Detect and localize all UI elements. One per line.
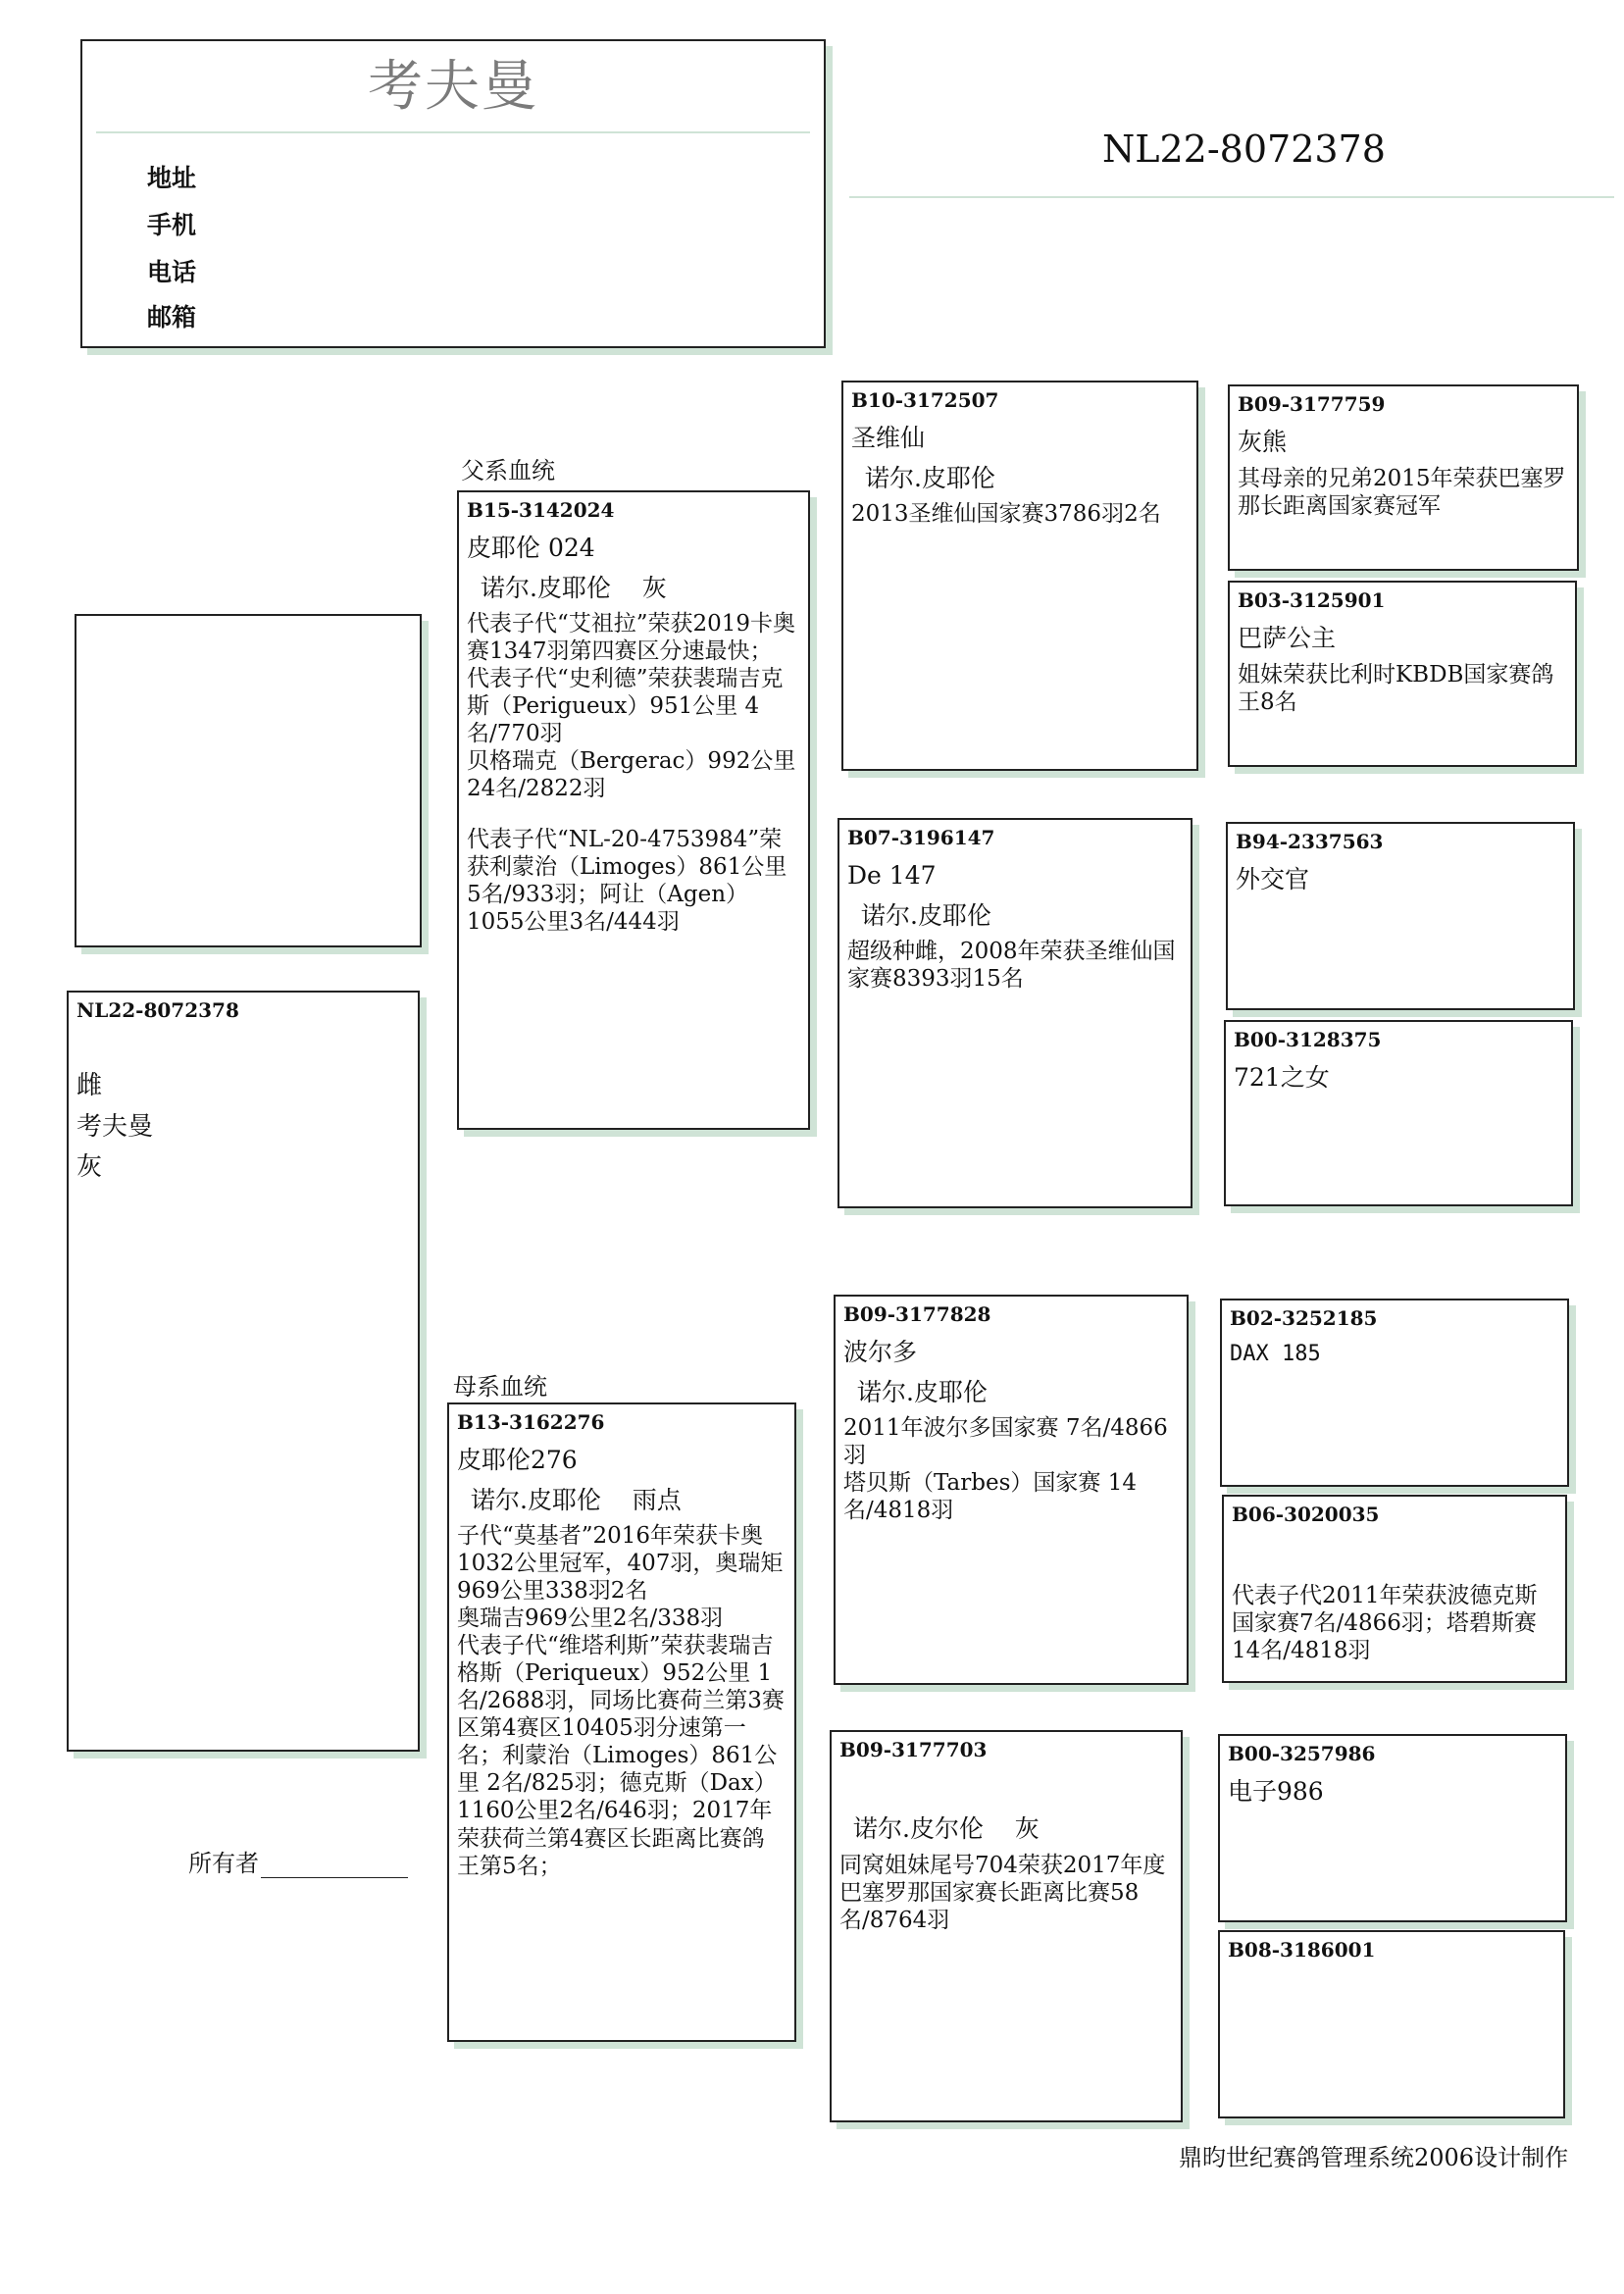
ggp-name: DAX 185 — [1230, 1342, 1321, 1366]
subject-name: 考夫曼 — [76, 1111, 154, 1142]
dam-sire-breeder: 诺尔.皮耶伦 — [857, 1377, 988, 1406]
dam-line-label: 母系血统 — [453, 1373, 547, 1401]
ggp-box-7 — [1218, 1734, 1567, 1922]
sire-note: 代表子代“史利德”荣获裴瑞吉克斯（Perigueux）951公里 4名/770羽 — [467, 666, 784, 747]
ggp-name: 巴萨公主 — [1238, 624, 1337, 652]
ggp-name: 721之女 — [1234, 1063, 1330, 1092]
sire-dam-name: De 147 — [847, 861, 937, 890]
ggp-ring: B94-2337563 — [1236, 830, 1384, 853]
sire-dam-ring: B07-3196147 — [847, 826, 995, 849]
dam-box — [447, 1402, 796, 2042]
owner-label: 所有者 — [188, 1850, 259, 1877]
header-ring-number: NL22-8072378 — [1102, 127, 1386, 171]
dam-notes — [457, 1522, 787, 1880]
dam-sire-note: 2011年波尔多国家赛 7名/4866羽 — [843, 1415, 1168, 1469]
dam-note: 子代“莫基者”2016年荣获卡奥1032公里冠军，407羽，奥瑞矩969公里338羽2名 — [457, 1523, 784, 1605]
ggp-box-2 — [1228, 581, 1577, 767]
sire-sire-box — [841, 381, 1198, 771]
header-divider — [96, 131, 810, 133]
sire-notes — [467, 610, 800, 937]
sire-sire-ring: B10-3172507 — [851, 388, 999, 412]
sire-sire-name: 圣维仙 — [851, 424, 926, 452]
sire-note: 贝格瑞克（Bergerac）992公里 24名/2822羽 — [467, 748, 796, 802]
sire-breeder: 诺尔.皮耶伦 灰 — [481, 573, 667, 602]
ggp-note: 姐妹荣获比利时KBDB国家赛鸽王8名 — [1238, 661, 1554, 715]
dam-note: 奥瑞吉969公里2名/338羽 — [457, 1606, 724, 1632]
ggp-name: 灰熊 — [1238, 428, 1288, 456]
ggp-box-6 — [1222, 1495, 1567, 1683]
ggp-note: 其母亲的兄弟2015年荣获巴塞罗那长距离国家赛冠军 — [1238, 465, 1566, 519]
ggp-box-1 — [1228, 384, 1579, 571]
subject-color: 灰 — [76, 1152, 103, 1183]
ggp-box-3 — [1226, 822, 1575, 1010]
dam-dam-breeder: 诺尔.皮尔伦 灰 — [853, 1814, 1040, 1843]
mobile-label: 手机 — [147, 211, 197, 239]
dam-dam-ring: B09-3177703 — [839, 1738, 988, 1761]
dam-sire-name: 波尔多 — [843, 1338, 918, 1366]
sire-ring: B15-3142024 — [467, 498, 615, 522]
sire-dam-note: 超级种雌，2008年荣获圣维仙国家赛8393羽15名 — [847, 939, 1176, 993]
dam-dam-box — [830, 1730, 1183, 2122]
dam-breeder: 诺尔.皮耶伦 雨点 — [471, 1485, 682, 1514]
phone-label: 电话 — [147, 258, 197, 286]
ggp-name: 电子986 — [1228, 1777, 1324, 1806]
dam-name: 皮耶伦276 — [457, 1446, 578, 1474]
ggp-ring: B08-3186001 — [1228, 1938, 1376, 1962]
ggp-ring: B06-3020035 — [1232, 1503, 1380, 1526]
subject-pigeon-box — [67, 991, 420, 1752]
email-label: 邮箱 — [147, 303, 197, 331]
ggp-box-5 — [1220, 1299, 1569, 1487]
sire-dam-breeder: 诺尔.皮耶伦 — [861, 900, 991, 930]
dam-sire-box — [834, 1295, 1189, 1685]
dam-sire-notes — [843, 1414, 1179, 1524]
owner-title: 考夫曼 — [368, 55, 538, 119]
ggp-ring: B02-3252185 — [1230, 1306, 1378, 1330]
dam-ring: B13-3162276 — [457, 1410, 605, 1434]
software-credit: 鼎昀世纪赛鸽管理系统2006设计制作 — [1179, 2144, 1569, 2171]
ggp-name: 外交官 — [1236, 865, 1310, 893]
sire-note: 代表子代“NL-20-4753984”荣获利蒙治（Limoges）861公里5名/933羽；阿让（Agen）1055公里3名/444羽 — [467, 827, 787, 936]
owner-signature-line — [261, 1852, 408, 1878]
ggp-ring: B03-3125901 — [1238, 588, 1386, 612]
subject-sex: 雌 — [76, 1071, 103, 1100]
ggp-ring: B00-3257986 — [1228, 1742, 1376, 1765]
owner-header-box — [80, 39, 826, 348]
dam-sire-ring: B09-3177828 — [843, 1302, 991, 1326]
dam-dam-note: 同窝姐妹尾号704荣获2017年度巴塞罗那国家赛长距离比赛58名/8764羽 — [839, 1852, 1166, 1933]
sire-name: 皮耶伦 024 — [467, 534, 595, 562]
ggp-ring: B09-3177759 — [1238, 392, 1386, 416]
pigeon-photo-box — [75, 614, 422, 947]
sire-line-label: 父系血统 — [461, 457, 555, 484]
sire-note: 代表子代“艾祖拉”荣获2019卡奥赛1347羽第四赛区分速最快； — [467, 611, 796, 665]
ggp-box-4 — [1224, 1020, 1573, 1206]
ggp-note: 代表子代2011年荣获波德克斯国家赛7名/4866羽；塔碧斯赛14名/4818羽 — [1232, 1583, 1538, 1664]
owner-field — [188, 1844, 408, 1878]
sire-sire-note: 2013圣维仙国家赛3786羽2名 — [851, 501, 1161, 527]
subject-ring: NL22-8072378 — [76, 998, 239, 1022]
sire-box — [457, 490, 810, 1130]
ggp-ring: B00-3128375 — [1234, 1028, 1382, 1051]
sire-sire-breeder: 诺尔.皮耶伦 — [865, 463, 995, 492]
address-label: 地址 — [147, 164, 197, 192]
sire-dam-box — [837, 818, 1193, 1208]
ggp-box-8 — [1218, 1930, 1565, 2118]
dam-sire-note: 塔贝斯（Tarbes）国家赛 14名/4818羽 — [843, 1470, 1137, 1524]
ring-number-underline — [849, 196, 1614, 198]
dam-note: 代表子代“维塔利斯”荣获裴瑞吉格斯（Periqueux）952公里 1名/2688羽，同场比赛荷兰第3赛区第4赛区10405羽分速第一名；利蒙治（Limoges）861公里 2名/825羽；德克斯（Dax）1160公里2名/646羽；2017年荣获荷兰第4赛区长距离比赛鸽王第5名； — [457, 1633, 785, 1879]
